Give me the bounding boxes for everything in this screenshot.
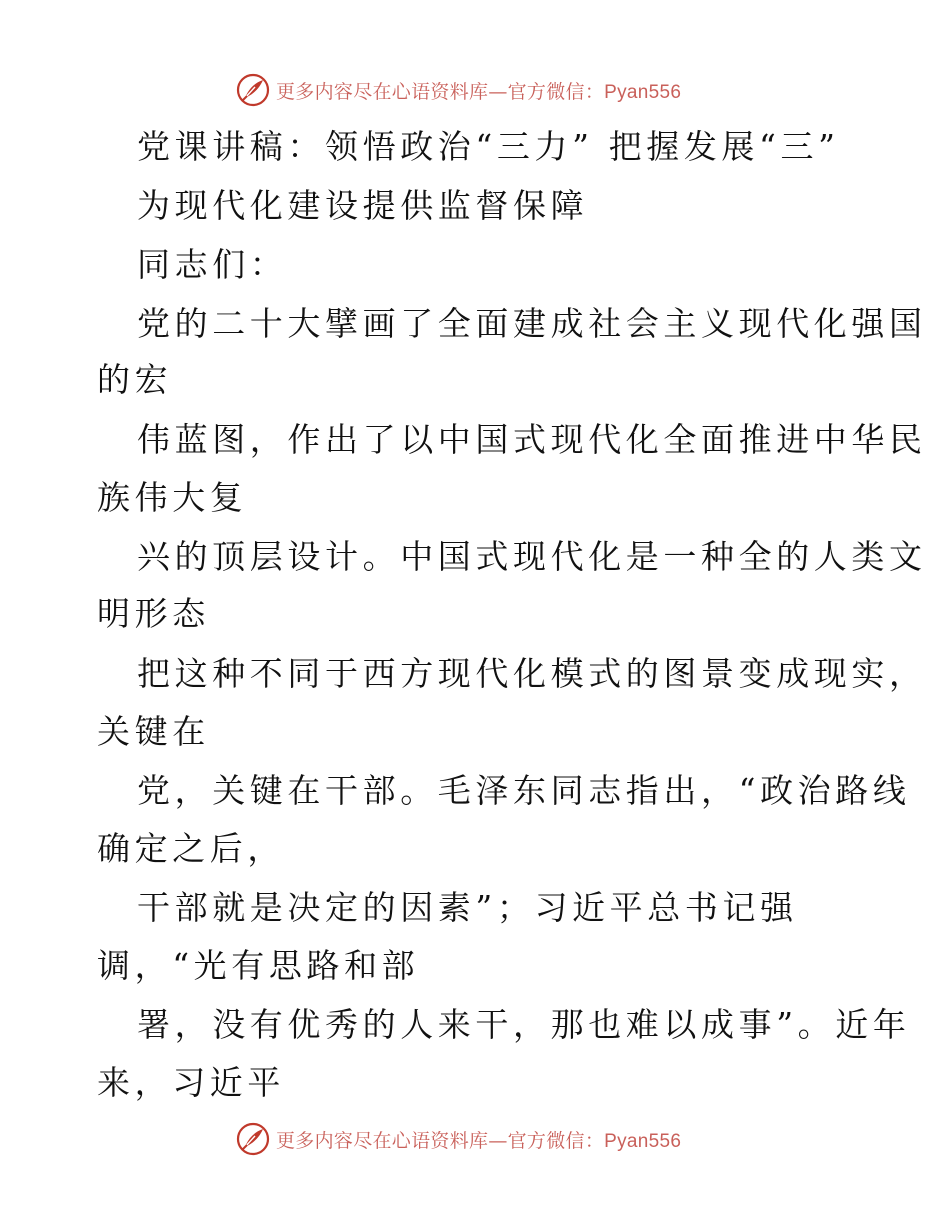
watermark-dash: — — [488, 80, 508, 103]
watermark-wechat-label: 官方微信： — [507, 1129, 605, 1152]
paragraph-line: 调，“光有思路和部 — [97, 946, 420, 985]
watermark-text — [276, 1126, 681, 1153]
title-line-2: 为现代化建设提供监督保障 — [137, 186, 589, 225]
paragraph-line: 干部就是决定的因素”；习近平总书记强 — [137, 888, 798, 927]
title-line-1: 党课讲稿：领悟政治“三力” 把握发展“三” — [137, 127, 840, 166]
watermark-site-name: 更多内容尽在心语资料库 — [276, 80, 489, 103]
paragraph-line: 来，习近平 — [97, 1063, 285, 1102]
quill-logo-icon — [236, 1122, 270, 1156]
paragraph-line: 确定之后， — [97, 829, 285, 868]
paragraph-line: 的宏 — [97, 360, 173, 399]
watermark-wechat-id: Pyan556 — [604, 81, 682, 103]
watermark-wechat-id: Pyan556 — [604, 1130, 682, 1152]
quill-logo-icon — [236, 73, 270, 107]
salutation: 同志们： — [137, 245, 288, 284]
header-watermark — [236, 72, 681, 108]
paragraph-line: 明形态 — [97, 594, 210, 633]
paragraph-line: 伟蓝图，作出了以中国式现代化全面推进中华民 — [137, 420, 927, 459]
watermark-dash: — — [488, 1129, 508, 1152]
watermark-site-name: 更多内容尽在心语资料库 — [276, 1129, 489, 1152]
paragraph-line: 关键在 — [97, 712, 210, 751]
paragraph-line: 兴的顶层设计。中国式现代化是一种全的人类文 — [137, 537, 927, 576]
paragraph-line: 党，关键在干部。毛泽东同志指出，“政治路线 — [137, 771, 911, 810]
footer-watermark — [236, 1121, 681, 1157]
paragraph-line: 族伟大复 — [97, 478, 248, 517]
paragraph-line: 把这种不同于西方现代化模式的图景变成现实， — [137, 654, 927, 693]
paragraph-line: 署，没有优秀的人来干，那也难以成事”。近年 — [137, 1005, 911, 1044]
watermark-text — [276, 77, 681, 104]
paragraph-line: 党的二十大擘画了全面建成社会主义现代化强国 — [137, 304, 927, 343]
watermark-wechat-label: 官方微信： — [507, 80, 605, 103]
